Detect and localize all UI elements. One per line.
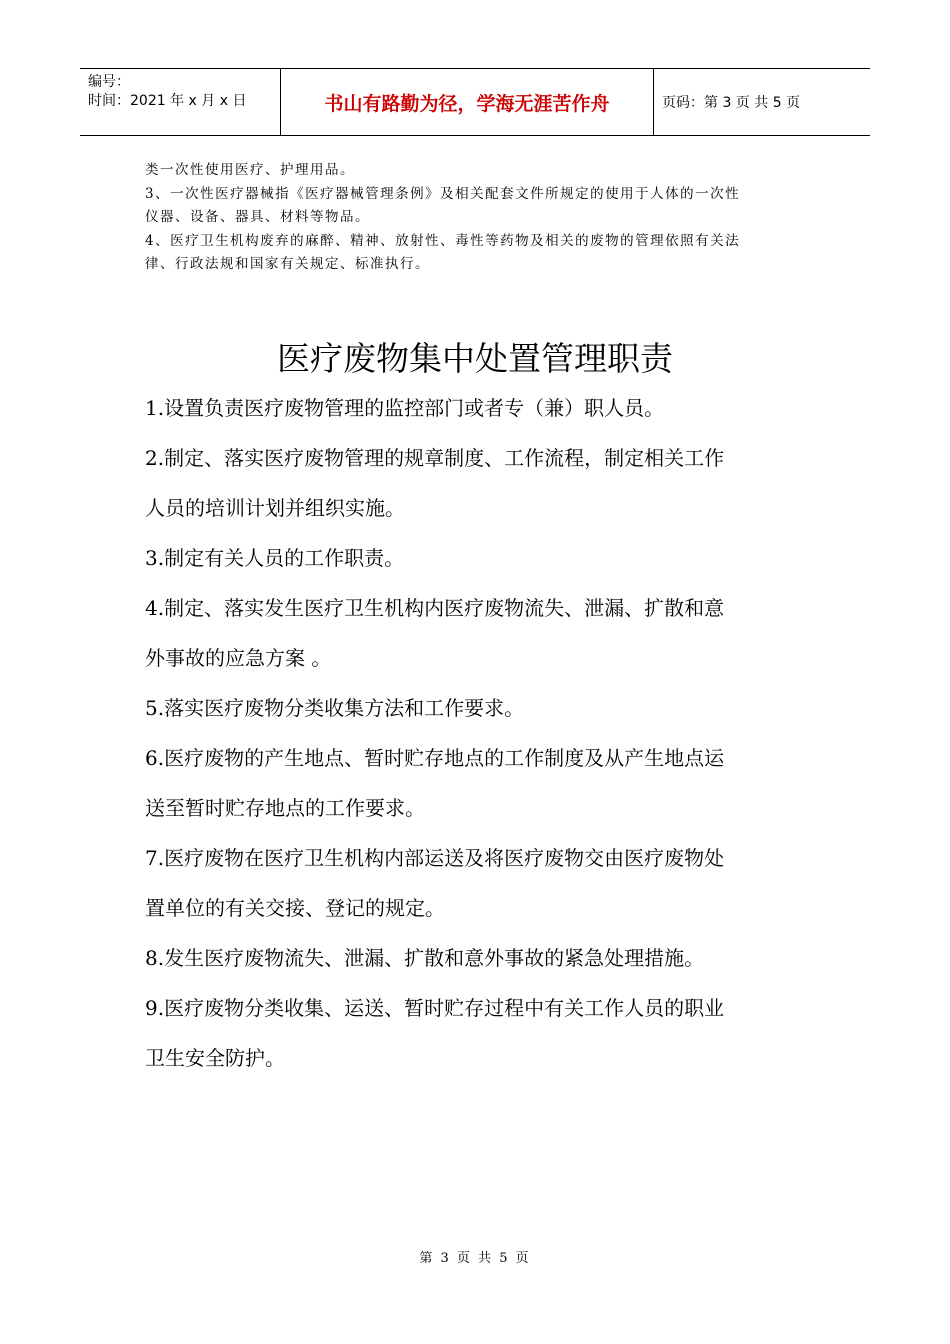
intro-line: 律、行政法规和国家有关规定、标准执行。: [145, 256, 430, 272]
body-line: 卫生安全防护。: [145, 1046, 285, 1070]
header-page-info: 页码：第 3 页 共 5 页: [662, 95, 801, 111]
header-time-label: 时间：2021 年 x 月 x 日: [88, 93, 247, 109]
header-meta-cell: [80, 69, 281, 135]
body-text: [145, 383, 815, 1083]
intro-line: 类一次性使用医疗、护理用品。: [145, 162, 355, 178]
body-line: 9.医疗废物分类收集、运送、暂时贮存过程中有关工作人员的职业: [145, 996, 725, 1020]
body-line: 1.设置负责医疗废物管理的监控部门或者专（兼）职人员。: [145, 396, 665, 420]
body-line: 6.医疗废物的产生地点、暂时贮存地点的工作制度及从产生地点运: [145, 746, 725, 770]
body-line: 7.医疗废物在医疗卫生机构内部运送及将医疗废物交由医疗废物处: [145, 846, 725, 870]
body-line: 人员的培训计划并组织实施。: [145, 496, 405, 520]
header-table: [80, 68, 870, 136]
header-number-label: 编号：: [88, 74, 130, 90]
body-line: 置单位的有关交接、登记的规定。: [145, 896, 445, 920]
document-title: 医疗废物集中处置管理职责: [277, 339, 673, 378]
intro-line: 4、医疗卫生机构废弃的麻醉、精神、放射性、毒性等药物及相关的废物的管理依照有关法: [145, 232, 741, 249]
body-line: 4.制定、落实发生医疗卫生机构内医疗废物流失、泄漏、扩散和意: [145, 596, 725, 620]
intro-line: 3、一次性医疗器械指《医疗器械管理条例》及相关配套文件所规定的使用于人体的一次性: [145, 185, 741, 202]
intro-text: [145, 159, 810, 277]
body-line: 8.发生医疗废物流失、泄漏、扩散和意外事故的紧急处理措施。: [145, 946, 705, 970]
header-motto: 书山有路勤为径，学海无涯苦作舟: [281, 69, 654, 135]
body-line: 2.制定、落实医疗废物管理的规章制度、工作流程，制定相关工作: [145, 446, 725, 470]
body-line: 送至暂时贮存地点的工作要求。: [145, 796, 425, 820]
body-line: 3.制定有关人员的工作职责。: [145, 546, 405, 570]
page-footer: 第 3 页 共 5 页: [419, 1251, 531, 1266]
body-line: 5.落实医疗废物分类收集方法和工作要求。: [145, 696, 525, 720]
body-line: 外事故的应急方案 。: [145, 646, 332, 670]
intro-line: 仪器、设备、器具、材料等物品。: [145, 209, 370, 225]
